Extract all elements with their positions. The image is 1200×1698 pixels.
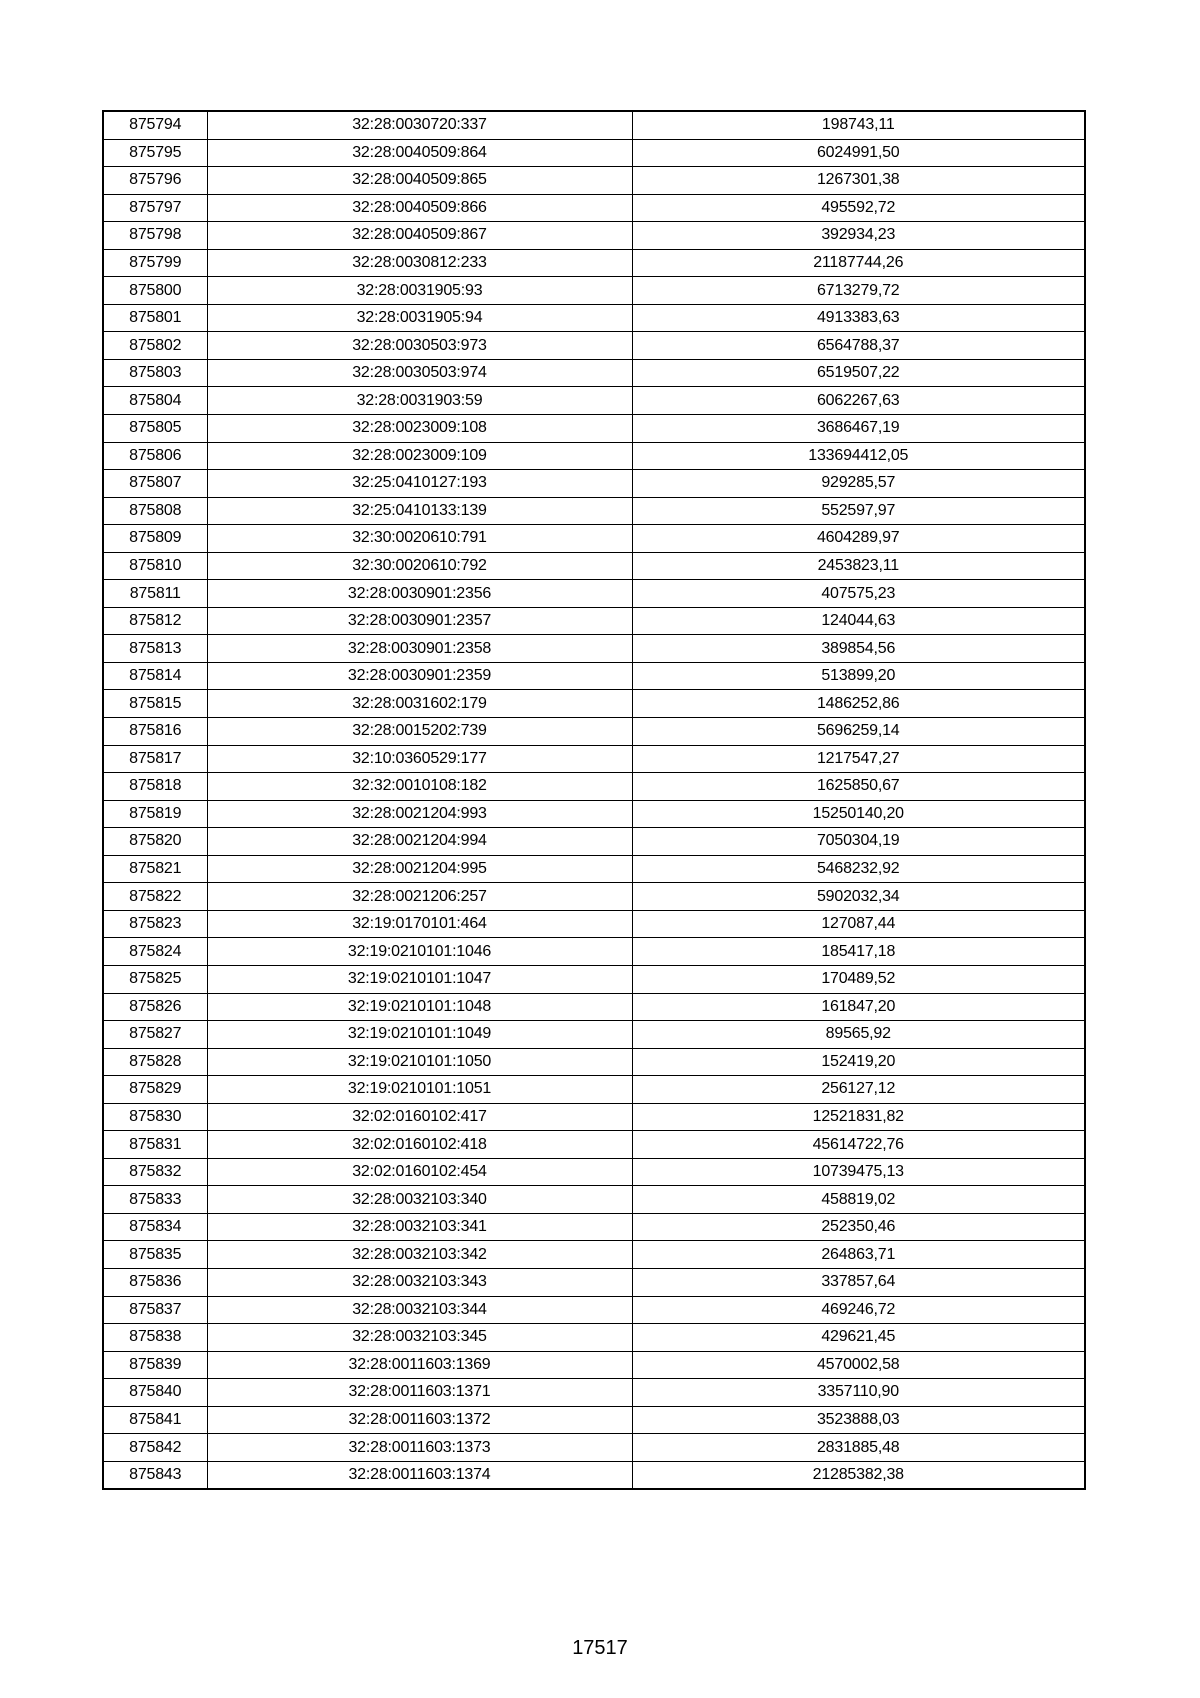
table-row [103, 938, 1085, 966]
cadastral-number-cell: 32:25:0410127:193 [207, 470, 632, 498]
table-row [103, 1158, 1085, 1186]
cadastral-value-cell: 407575,23 [632, 580, 1085, 608]
row-number-cell: 875843 [103, 1461, 207, 1489]
cadastral-value-cell: 6713279,72 [632, 277, 1085, 305]
row-number-cell: 875795 [103, 139, 207, 167]
cadastral-number-cell: 32:28:0031903:59 [207, 387, 632, 415]
cadastral-value-cell: 1486252,86 [632, 690, 1085, 718]
row-number-cell: 875835 [103, 1241, 207, 1269]
row-number-cell: 875797 [103, 194, 207, 222]
cadastral-value-cell: 4604289,97 [632, 525, 1085, 553]
row-number-cell: 875825 [103, 965, 207, 993]
cadastral-number-cell: 32:19:0210101:1047 [207, 965, 632, 993]
row-number-cell: 875804 [103, 387, 207, 415]
table-row [103, 139, 1085, 167]
row-number-cell: 875813 [103, 635, 207, 663]
table-row [103, 1131, 1085, 1159]
cadastral-number-cell: 32:28:0011603:1373 [207, 1434, 632, 1462]
table-row [103, 910, 1085, 938]
table-row [103, 497, 1085, 525]
cadastral-value-cell: 3523888,03 [632, 1406, 1085, 1434]
table-row [103, 1379, 1085, 1407]
table-row [103, 883, 1085, 911]
table-row [103, 359, 1085, 387]
cadastral-value-cell: 429621,45 [632, 1324, 1085, 1352]
table-row [103, 249, 1085, 277]
cadastral-value-cell: 152419,20 [632, 1048, 1085, 1076]
row-number-cell: 875820 [103, 828, 207, 856]
cadastral-value-cell: 495592,72 [632, 194, 1085, 222]
table-row [103, 470, 1085, 498]
cadastral-number-cell: 32:19:0210101:1046 [207, 938, 632, 966]
row-number-cell: 875817 [103, 745, 207, 773]
table-row [103, 332, 1085, 360]
row-number-cell: 875794 [103, 111, 207, 139]
table-row [103, 167, 1085, 195]
table-row [103, 773, 1085, 801]
cadastral-number-cell: 32:28:0011603:1374 [207, 1461, 632, 1489]
cadastral-number-cell: 32:32:0010108:182 [207, 773, 632, 801]
cadastral-number-cell: 32:28:0030503:974 [207, 359, 632, 387]
cadastral-number-cell: 32:28:0023009:108 [207, 415, 632, 443]
table-row [103, 993, 1085, 1021]
table-row [103, 222, 1085, 250]
row-number-cell: 875799 [103, 249, 207, 277]
row-number-cell: 875812 [103, 607, 207, 635]
cadastral-value-cell: 392934,23 [632, 222, 1085, 250]
cadastral-value-cell: 6519507,22 [632, 359, 1085, 387]
row-number-cell: 875811 [103, 580, 207, 608]
cadastral-value-cell: 198743,11 [632, 111, 1085, 139]
table-row [103, 387, 1085, 415]
cadastral-number-cell: 32:10:0360529:177 [207, 745, 632, 773]
page-number: 17517 [572, 1637, 628, 1659]
row-number-cell: 875832 [103, 1158, 207, 1186]
cadastral-value-cell: 337857,64 [632, 1268, 1085, 1296]
cadastral-value-cell: 5696259,14 [632, 718, 1085, 746]
cadastral-value-cell: 3357110,90 [632, 1379, 1085, 1407]
cadastral-value-cell: 1267301,38 [632, 167, 1085, 195]
table-row [103, 442, 1085, 470]
row-number-cell: 875819 [103, 800, 207, 828]
cadastral-number-cell: 32:28:0011603:1372 [207, 1406, 632, 1434]
cadastral-number-cell: 32:28:0030901:2359 [207, 662, 632, 690]
cadastral-number-cell: 32:02:0160102:417 [207, 1103, 632, 1131]
cadastral-value-cell: 5468232,92 [632, 855, 1085, 883]
cadastral-number-cell: 32:02:0160102:454 [207, 1158, 632, 1186]
row-number-cell: 875831 [103, 1131, 207, 1159]
row-number-cell: 875841 [103, 1406, 207, 1434]
table-row [103, 855, 1085, 883]
row-number-cell: 875824 [103, 938, 207, 966]
cadastral-number-cell: 32:28:0032103:345 [207, 1324, 632, 1352]
cadastral-value-cell: 6024991,50 [632, 139, 1085, 167]
cadastral-number-cell: 32:19:0210101:1049 [207, 1021, 632, 1049]
table-row [103, 690, 1085, 718]
cadastral-value-cell: 552597,97 [632, 497, 1085, 525]
cadastral-number-cell: 32:28:0040509:866 [207, 194, 632, 222]
row-number-cell: 875808 [103, 497, 207, 525]
table-row [103, 1186, 1085, 1214]
cadastral-value-cell: 3686467,19 [632, 415, 1085, 443]
cadastral-number-cell: 32:28:0032103:340 [207, 1186, 632, 1214]
table-row [103, 965, 1085, 993]
row-number-cell: 875823 [103, 910, 207, 938]
cadastral-value-cell: 127087,44 [632, 910, 1085, 938]
row-number-cell: 875807 [103, 470, 207, 498]
row-number-cell: 875834 [103, 1213, 207, 1241]
table-row [103, 800, 1085, 828]
table-row [103, 1324, 1085, 1352]
row-number-cell: 875809 [103, 525, 207, 553]
row-number-cell: 875827 [103, 1021, 207, 1049]
cadastral-number-cell: 32:19:0170101:464 [207, 910, 632, 938]
row-number-cell: 875796 [103, 167, 207, 195]
table-row [103, 1351, 1085, 1379]
row-number-cell: 875815 [103, 690, 207, 718]
row-number-cell: 875836 [103, 1268, 207, 1296]
row-number-cell: 875818 [103, 773, 207, 801]
row-number-cell: 875826 [103, 993, 207, 1021]
cadastral-number-cell: 32:28:0030720:337 [207, 111, 632, 139]
table-row [103, 580, 1085, 608]
table-row [103, 635, 1085, 663]
table-row [103, 1241, 1085, 1269]
cadastral-number-cell: 32:28:0030901:2358 [207, 635, 632, 663]
cadastral-number-cell: 32:28:0011603:1369 [207, 1351, 632, 1379]
row-number-cell: 875802 [103, 332, 207, 360]
cadastral-value-cell: 5902032,34 [632, 883, 1085, 911]
table-row [103, 525, 1085, 553]
cadastral-value-cell: 133694412,05 [632, 442, 1085, 470]
cadastral-value-cell: 161847,20 [632, 993, 1085, 1021]
row-number-cell: 875798 [103, 222, 207, 250]
table-row [103, 1021, 1085, 1049]
cadastral-number-cell: 32:28:0032103:343 [207, 1268, 632, 1296]
cadastral-value-cell: 10739475,13 [632, 1158, 1085, 1186]
cadastral-value-cell: 1217547,27 [632, 745, 1085, 773]
row-number-cell: 875803 [103, 359, 207, 387]
cadastral-value-cell: 45614722,76 [632, 1131, 1085, 1159]
table-row [103, 111, 1085, 139]
row-number-cell: 875830 [103, 1103, 207, 1131]
cadastral-value-cell: 2453823,11 [632, 552, 1085, 580]
cadastral-number-cell: 32:28:0023009:109 [207, 442, 632, 470]
table-body [103, 111, 1085, 1489]
table-row [103, 607, 1085, 635]
table-row [103, 194, 1085, 222]
cadastral-number-cell: 32:28:0011603:1371 [207, 1379, 632, 1407]
cadastral-value-cell: 170489,52 [632, 965, 1085, 993]
row-number-cell: 875821 [103, 855, 207, 883]
row-number-cell: 875822 [103, 883, 207, 911]
row-number-cell: 875840 [103, 1379, 207, 1407]
cadastral-number-cell: 32:19:0210101:1051 [207, 1076, 632, 1104]
cadastral-number-cell: 32:28:0030503:973 [207, 332, 632, 360]
cadastral-number-cell: 32:28:0031905:93 [207, 277, 632, 305]
row-number-cell: 875833 [103, 1186, 207, 1214]
cadastral-number-cell: 32:28:0030812:233 [207, 249, 632, 277]
cadastral-number-cell: 32:28:0040509:864 [207, 139, 632, 167]
cadastral-number-cell: 32:28:0031602:179 [207, 690, 632, 718]
table-row [103, 662, 1085, 690]
cadastral-number-cell: 32:28:0032103:342 [207, 1241, 632, 1269]
cadastral-number-cell: 32:28:0031905:94 [207, 304, 632, 332]
cadastral-value-cell: 2831885,48 [632, 1434, 1085, 1462]
cadastral-value-cell: 4913383,63 [632, 304, 1085, 332]
table-row [103, 745, 1085, 773]
table-row [103, 415, 1085, 443]
table-row [103, 304, 1085, 332]
cadastral-value-cell: 124044,63 [632, 607, 1085, 635]
table-row [103, 552, 1085, 580]
cadastral-value-table [102, 110, 1086, 1490]
table-row [103, 1268, 1085, 1296]
table-row [103, 1048, 1085, 1076]
cadastral-number-cell: 32:30:0020610:792 [207, 552, 632, 580]
cadastral-number-cell: 32:19:0210101:1050 [207, 1048, 632, 1076]
cadastral-value-cell: 929285,57 [632, 470, 1085, 498]
cadastral-number-cell: 32:28:0021204:995 [207, 855, 632, 883]
cadastral-value-cell: 1625850,67 [632, 773, 1085, 801]
row-number-cell: 875806 [103, 442, 207, 470]
table-row [103, 1461, 1085, 1489]
cadastral-number-cell: 32:28:0021206:257 [207, 883, 632, 911]
cadastral-number-cell: 32:02:0160102:418 [207, 1131, 632, 1159]
cadastral-value-cell: 4570002,58 [632, 1351, 1085, 1379]
row-number-cell: 875842 [103, 1434, 207, 1462]
row-number-cell: 875839 [103, 1351, 207, 1379]
cadastral-value-cell: 469246,72 [632, 1296, 1085, 1324]
cadastral-value-cell: 389854,56 [632, 635, 1085, 663]
cadastral-value-cell: 12521831,82 [632, 1103, 1085, 1131]
row-number-cell: 875816 [103, 718, 207, 746]
table-row [103, 718, 1085, 746]
cadastral-value-cell: 6062267,63 [632, 387, 1085, 415]
row-number-cell: 875810 [103, 552, 207, 580]
cadastral-number-cell: 32:30:0020610:791 [207, 525, 632, 553]
row-number-cell: 875829 [103, 1076, 207, 1104]
table-row [103, 828, 1085, 856]
cadastral-number-cell: 32:28:0030901:2356 [207, 580, 632, 608]
cadastral-value-cell: 264863,71 [632, 1241, 1085, 1269]
cadastral-number-cell: 32:28:0015202:739 [207, 718, 632, 746]
cadastral-value-cell: 252350,46 [632, 1213, 1085, 1241]
cadastral-value-cell: 89565,92 [632, 1021, 1085, 1049]
cadastral-number-cell: 32:19:0210101:1048 [207, 993, 632, 1021]
table-row [103, 1213, 1085, 1241]
table-row [103, 1296, 1085, 1324]
table-row [103, 277, 1085, 305]
row-number-cell: 875828 [103, 1048, 207, 1076]
table-row [103, 1434, 1085, 1462]
table-row [103, 1103, 1085, 1131]
cadastral-value-cell: 15250140,20 [632, 800, 1085, 828]
cadastral-number-cell: 32:28:0032103:344 [207, 1296, 632, 1324]
table-row [103, 1076, 1085, 1104]
row-number-cell: 875837 [103, 1296, 207, 1324]
cadastral-value-cell: 513899,20 [632, 662, 1085, 690]
row-number-cell: 875800 [103, 277, 207, 305]
cadastral-value-cell: 21285382,38 [632, 1461, 1085, 1489]
cadastral-number-cell: 32:28:0021204:994 [207, 828, 632, 856]
row-number-cell: 875814 [103, 662, 207, 690]
cadastral-value-cell: 6564788,37 [632, 332, 1085, 360]
cadastral-number-cell: 32:28:0032103:341 [207, 1213, 632, 1241]
cadastral-number-cell: 32:28:0021204:993 [207, 800, 632, 828]
cadastral-value-cell: 7050304,19 [632, 828, 1085, 856]
cadastral-number-cell: 32:25:0410133:139 [207, 497, 632, 525]
cadastral-value-cell: 458819,02 [632, 1186, 1085, 1214]
cadastral-number-cell: 32:28:0040509:867 [207, 222, 632, 250]
cadastral-number-cell: 32:28:0030901:2357 [207, 607, 632, 635]
cadastral-number-cell: 32:28:0040509:865 [207, 167, 632, 195]
cadastral-value-cell: 185417,18 [632, 938, 1085, 966]
table-row [103, 1406, 1085, 1434]
row-number-cell: 875838 [103, 1324, 207, 1352]
cadastral-value-cell: 21187744,26 [632, 249, 1085, 277]
row-number-cell: 875805 [103, 415, 207, 443]
row-number-cell: 875801 [103, 304, 207, 332]
cadastral-value-cell: 256127,12 [632, 1076, 1085, 1104]
